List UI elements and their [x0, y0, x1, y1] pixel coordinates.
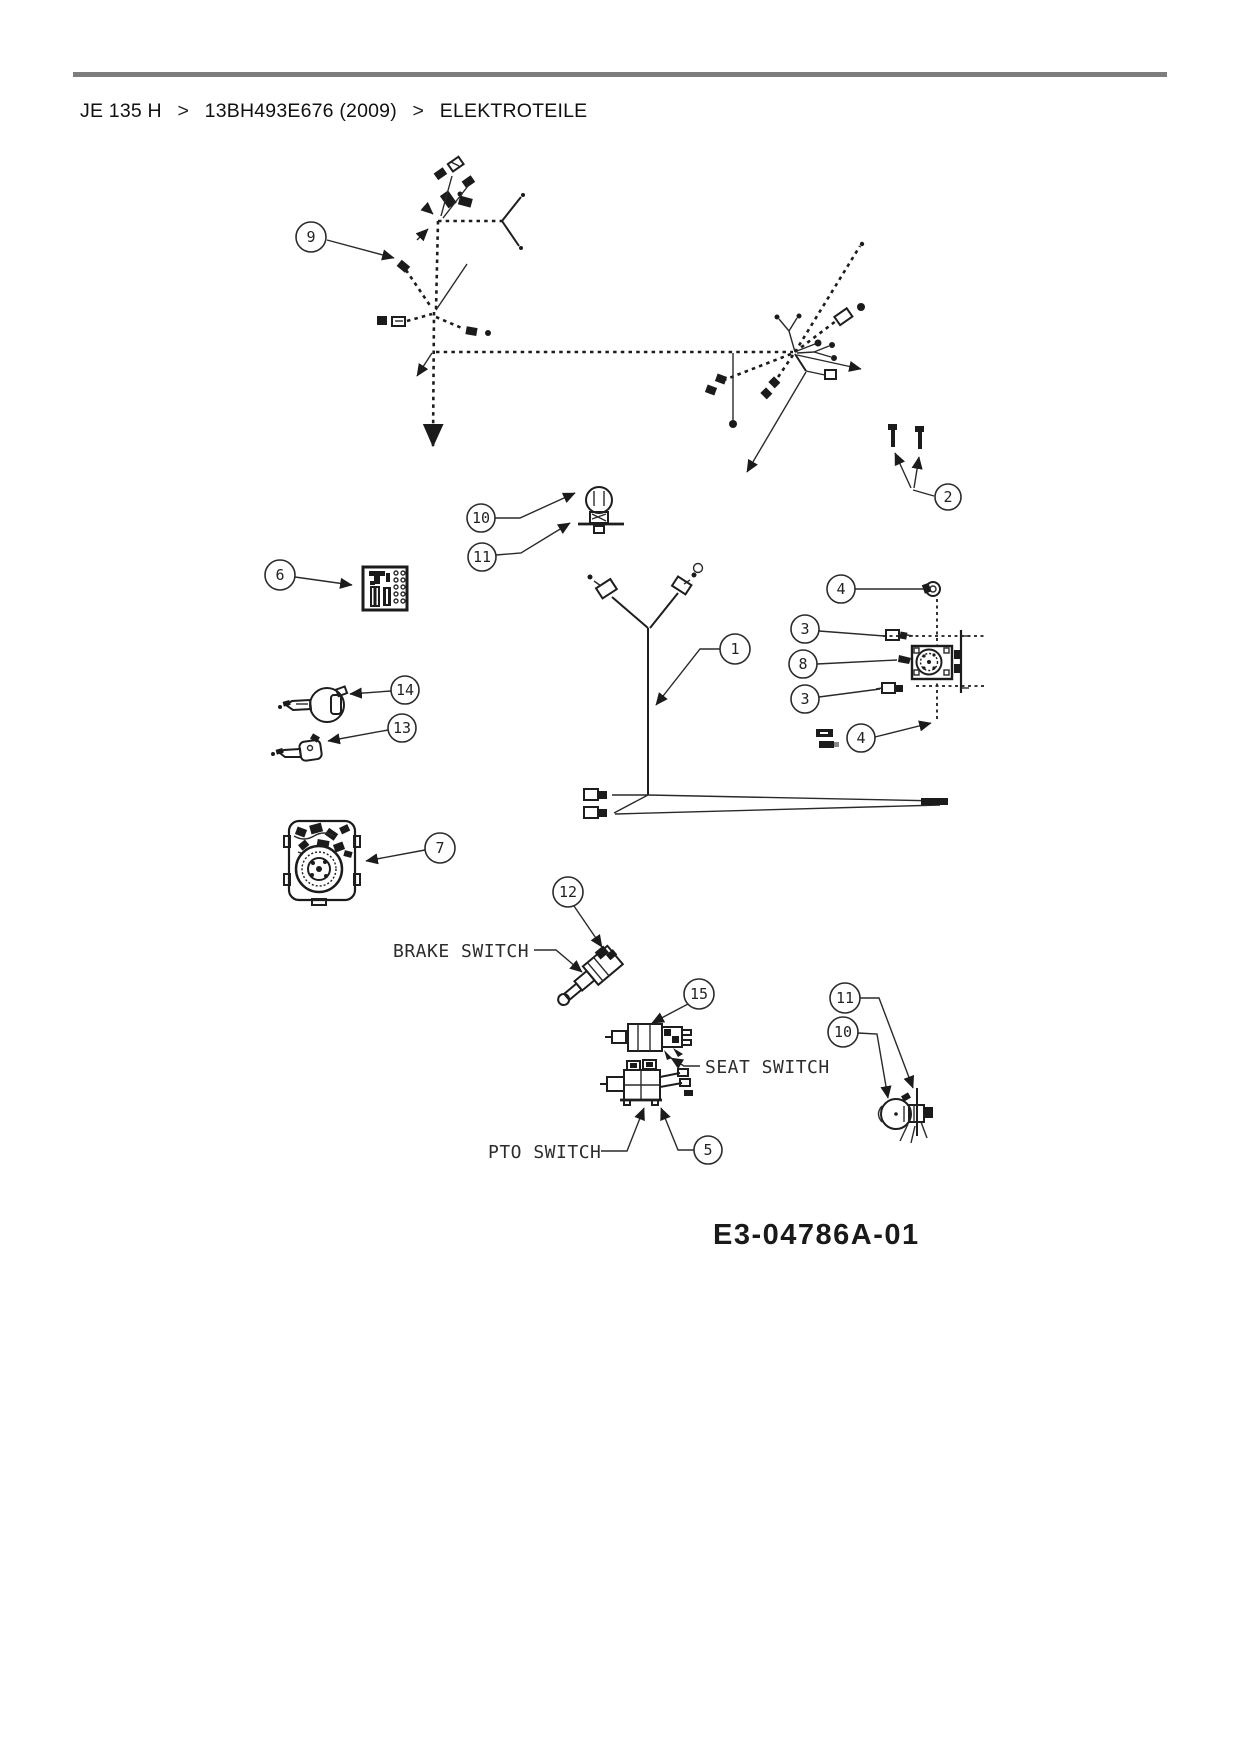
drawing-number: E3-04786A-01: [713, 1219, 920, 1251]
leader-14: [350, 691, 391, 694]
leader-8: [817, 660, 897, 664]
callout-11-right[interactable]: [830, 983, 860, 1013]
leader-11-right: [860, 998, 913, 1088]
svg-text:9: 9: [306, 228, 316, 246]
callout-12[interactable]: [553, 877, 583, 907]
svg-text:14: 14: [395, 681, 415, 699]
seat-switch-label-line: [671, 1058, 700, 1066]
breadcrumb-separator: >: [412, 100, 425, 122]
svg-text:10: 10: [471, 509, 491, 527]
indicator-bulb: [879, 1088, 934, 1143]
callout-11-top[interactable]: [468, 543, 496, 571]
leader-7: [366, 850, 425, 861]
svg-text:6: 6: [275, 566, 285, 584]
brake-switch-label-line: [534, 950, 582, 972]
headlight-bulb: [578, 487, 624, 533]
svg-text:3: 3: [800, 690, 810, 708]
callout-5[interactable]: [694, 1136, 722, 1164]
svg-text:15: 15: [689, 985, 709, 1003]
ignition-switch: [284, 821, 360, 905]
spare-key: [271, 733, 322, 761]
ignition-key: [278, 686, 347, 722]
callout-3-upper[interactable]: [791, 615, 819, 643]
svg-text:4: 4: [836, 580, 846, 598]
callout-10-top[interactable]: [467, 504, 495, 532]
svg-text:8: 8: [798, 655, 808, 673]
svg-text:12: 12: [558, 883, 578, 901]
mounting-bolts: [888, 424, 934, 496]
center-harness: [584, 564, 948, 819]
svg-text:3: 3: [800, 620, 810, 638]
callout-4-bottom[interactable]: [847, 724, 875, 752]
leader-9: [327, 240, 394, 258]
harness-connector-cluster: [417, 157, 475, 240]
leader-13: [328, 730, 388, 741]
leader-3-lower: [819, 689, 880, 697]
svg-text:7: 7: [435, 839, 445, 857]
callout-14[interactable]: [391, 676, 419, 704]
svg-text:10: 10: [833, 1023, 853, 1041]
breadcrumb-section: ELEKTROTEILE: [439, 100, 588, 122]
brake-switch-label: BRAKE SWITCH: [393, 941, 530, 962]
harness-right-junction: [705, 242, 865, 472]
callout-15[interactable]: [684, 979, 714, 1009]
callout-4-top[interactable]: [827, 575, 855, 603]
callout-8[interactable]: [789, 650, 817, 678]
callout-2[interactable]: [935, 484, 961, 510]
breadcrumb-separator: >: [177, 100, 190, 122]
svg-text:11: 11: [472, 548, 492, 566]
callout-3-lower[interactable]: [791, 685, 819, 713]
svg-text:5: 5: [703, 1141, 713, 1159]
leader-10-top: [495, 493, 575, 518]
leader-10-right: [858, 1033, 888, 1098]
wiring-harness: [377, 157, 865, 472]
seat-switch: [605, 1024, 691, 1060]
leader-3-upper: [819, 631, 884, 636]
svg-text:1: 1: [730, 640, 740, 658]
key-switch-module-group: [816, 582, 985, 748]
svg-text:11: 11: [835, 989, 855, 1007]
callout-1[interactable]: [720, 634, 750, 664]
leader-15: [652, 1004, 688, 1023]
callout-6[interactable]: [265, 560, 295, 590]
pto-switch-label: PTO SWITCH: [488, 1142, 602, 1163]
svg-text:2: 2: [943, 488, 953, 506]
leader-4-bottom: [875, 723, 931, 737]
leader-11-top: [496, 523, 570, 555]
fuse-box: [363, 567, 407, 610]
callout-9[interactable]: [296, 222, 326, 252]
leader-1: [656, 649, 720, 705]
svg-text:13: 13: [392, 719, 412, 737]
seat-switch-label: SEAT SWITCH: [705, 1057, 830, 1078]
svg-text:4: 4: [856, 729, 866, 747]
pto-switch: [600, 1060, 693, 1105]
breadcrumb-variant[interactable]: 13BH493E676 (2009): [204, 100, 397, 122]
callout-7[interactable]: [425, 833, 455, 863]
callout-10-right[interactable]: [828, 1017, 858, 1047]
pto-switch-label-line: [601, 1108, 644, 1151]
leader-12: [574, 906, 602, 947]
brake-switch: [549, 942, 624, 1011]
callout-13[interactable]: [388, 714, 416, 742]
breadcrumb-model[interactable]: JE 135 H: [80, 100, 162, 122]
leader-6: [295, 577, 352, 585]
leader-5: [661, 1108, 694, 1150]
